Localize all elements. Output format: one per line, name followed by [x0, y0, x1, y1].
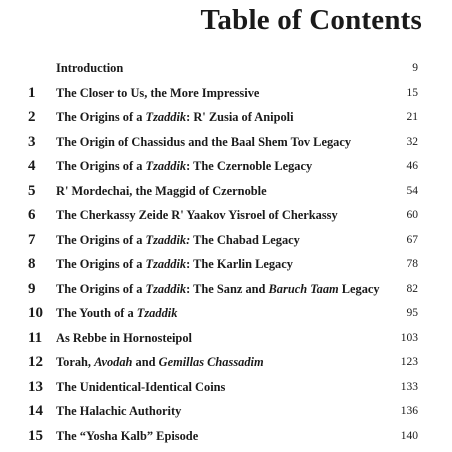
chapter-title [56, 277, 380, 302]
page-number: 103 [400, 331, 418, 344]
page-number: 46 [406, 160, 418, 172]
toc-entry [0, 375, 452, 400]
toc-list [0, 56, 452, 448]
toc-entry [0, 130, 452, 155]
chapter-number: 14 [28, 403, 43, 419]
chapter-number: 9 [28, 280, 36, 297]
page-number: 123 [400, 356, 418, 368]
chapter-title [56, 203, 338, 228]
chapter-title [56, 56, 123, 81]
chapter-number: 5 [28, 182, 36, 199]
page-number: 15 [406, 86, 418, 99]
chapter-title [56, 326, 192, 351]
chapter-title-segment: Introduction [56, 61, 124, 75]
chapter-title-italic: Tzaddik [145, 257, 187, 271]
chapter-number: 8 [28, 256, 36, 272]
chapter-number: 13 [28, 378, 43, 395]
toc-entry [0, 105, 452, 130]
chapter-title-segment: : The Karlin Legacy [186, 257, 293, 271]
page-number: 54 [406, 184, 418, 197]
chapter-title-italic: Tzaddik: [145, 232, 191, 247]
page-number: 21 [406, 111, 418, 123]
page-number: 32 [406, 135, 418, 148]
chapter-title-italic: Baruch Taam [268, 281, 339, 296]
chapter-title-segment: The Chabad Legacy [190, 232, 300, 247]
chapter-title-segment: The Origin of Chassidus and the Baal Shem Tov Legacy [56, 134, 352, 149]
page-number: 136 [400, 405, 418, 417]
chapter-title-segment: : R' Zusia of Anipoli [186, 110, 294, 124]
page-number: 140 [400, 429, 418, 442]
toc-entry [0, 424, 452, 449]
toc-entry [0, 350, 452, 375]
chapter-title-segment: : The Sanz and [186, 281, 269, 296]
chapter-number: 12 [28, 354, 43, 370]
toc-entry [0, 81, 452, 106]
page-number: 133 [400, 380, 418, 393]
chapter-title [56, 375, 225, 400]
chapter-title-segment: Legacy [338, 281, 380, 296]
chapter-number: 3 [28, 133, 36, 150]
chapter-title-italic: Tzaddik [136, 306, 178, 320]
chapter-title [56, 81, 259, 106]
chapter-title-segment: The Origins of a [56, 281, 146, 296]
chapter-title [56, 105, 294, 130]
page-number: 82 [406, 282, 418, 295]
chapter-title-italic: Avodah [94, 355, 133, 369]
chapter-number: 10 [28, 305, 43, 321]
chapter-title [56, 350, 264, 375]
toc-entry [0, 228, 452, 253]
chapter-title-segment: As Rebbe in Hornosteipol [56, 330, 192, 345]
chapter-title-segment: The Youth of a [56, 306, 137, 320]
page-number: 95 [406, 307, 418, 319]
chapter-number: 1 [28, 84, 36, 101]
chapter-title-segment: The Origins of a [56, 257, 146, 271]
toc-entry [0, 179, 452, 204]
page-number: 9 [412, 62, 418, 74]
chapter-title [56, 228, 300, 253]
chapter-title-segment: The Origins of a [56, 110, 146, 124]
chapter-title [56, 154, 312, 179]
page-number: 67 [406, 233, 418, 246]
chapter-title-segment: The Unidentical-Identical Coins [56, 379, 226, 394]
chapter-title-segment: The Closer to Us, the More Impressive [56, 85, 260, 100]
chapter-number: 11 [28, 329, 43, 346]
toc-entry [0, 154, 452, 179]
toc-entry [0, 56, 452, 81]
chapter-title-italic: Tzaddik [145, 281, 187, 296]
chapter-title [56, 179, 267, 204]
toc-entry [0, 277, 452, 302]
chapter-title-italic: Tzaddik [145, 159, 187, 173]
chapter-title [56, 399, 181, 424]
chapter-number: 4 [28, 158, 36, 174]
chapter-title-segment: : The Czernoble Legacy [186, 159, 313, 173]
chapter-title-segment: The Origins of a [56, 232, 146, 247]
toc-entry [0, 326, 452, 351]
chapter-title-segment: and [132, 355, 159, 369]
page-title: Table of Contents [200, 4, 422, 36]
toc-entry [0, 203, 452, 228]
chapter-title-italic: Tzaddik [145, 110, 187, 124]
chapter-number: 6 [28, 207, 36, 223]
chapter-title [56, 252, 293, 277]
page-number: 78 [406, 258, 418, 270]
chapter-title-segment: The Halachic Authority [56, 404, 182, 418]
toc-entry [0, 399, 452, 424]
chapter-title [56, 130, 351, 155]
page-number: 60 [406, 209, 418, 221]
toc-entry [0, 252, 452, 277]
chapter-title-italic: Gemillas Chassadim [158, 355, 264, 369]
chapter-number: 15 [28, 427, 43, 444]
chapter-number: 7 [28, 231, 36, 248]
chapter-title-segment: R' Mordechai, the Maggid of Czernoble [56, 183, 267, 198]
toc-entry [0, 301, 452, 326]
chapter-title-segment: The Origins of a [56, 159, 146, 173]
chapter-title-segment: Torah, [56, 355, 95, 369]
chapter-title [56, 301, 177, 326]
chapter-title-segment: The Cherkassy Zeide R' Yaakov Yisroel of Cherkassy [56, 208, 338, 222]
chapter-number: 2 [28, 109, 36, 125]
chapter-title-segment: The “Yosha Kalb” Episode [56, 428, 199, 443]
chapter-title [56, 424, 198, 449]
